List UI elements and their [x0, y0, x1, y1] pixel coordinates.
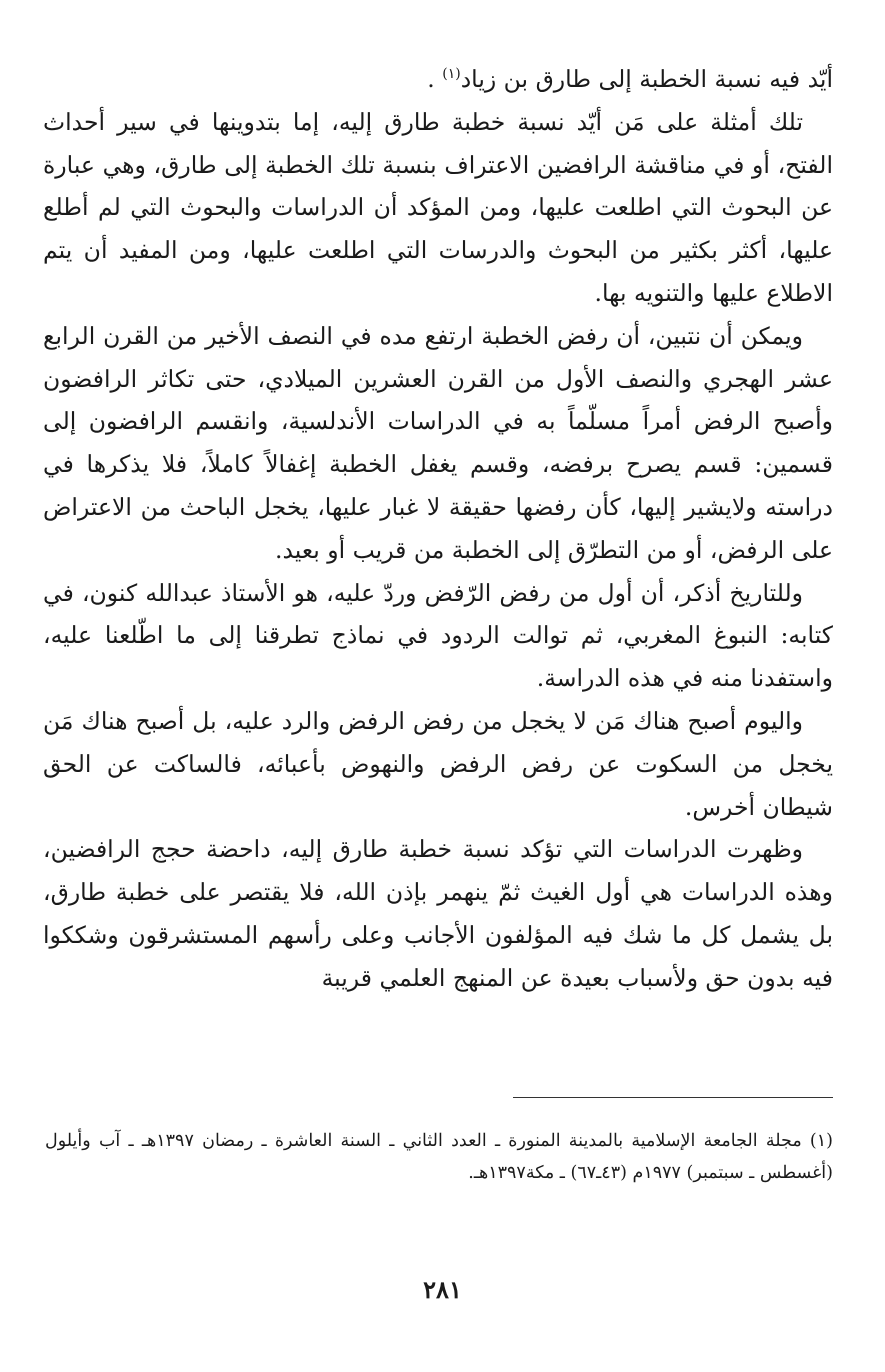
paragraph-1-suffix: .	[427, 65, 443, 93]
footnote-divider	[513, 1097, 833, 1098]
main-text	[43, 58, 833, 1000]
paragraph-4: وللتاريخ أذكر، أن أول من رفض الرّفض وردّ عليه، هو الأستاذ عبدالله كنون، في كتابه: النبوغ المغربي، ثم توالت الردود في نماذج تطرقنا إلى ما اطّلعنا عليه، واستفدنا منه في هذه الدراسة.	[43, 578, 833, 693]
paragraph-2: تلك أمثلة على مَن أيّد نسبة خطبة طارق إليه، إما بتدوينها في سير أحداث الفتح، أو في مناقشة الرافضين الاعتراف بنسبة تلك الخطبة إلى طارق، وهي عبارة عن البحوث التي اطلعت عليها، ومن المؤكد أن الدراسات والبحوث التي لم أطلع عليها، أكثر بكثير من البحوث والدرسات التي اطلعت عليها، ومن المفيد أن يتم الاطلاع عليها والتنويه بها.	[43, 107, 833, 307]
page-number: ٢٨١	[423, 1275, 462, 1304]
paragraph-3: ويمكن أن نتبين، أن رفض الخطبة ارتفع مده في النصف الأخير من القرن الرابع عشر الهجري والنصف الأول من القرن العشرين الميلادي، حتى تكاثر الرافضون وأصبح الرفض أمراً مسلّماً به في الدراسات الأندلسية، وانقسم الرافضون إلى قسمين: قسم يصرح برفضه، وقسم يغفل الخطبة إغفالاً كاملاً، فلا يذكرها في دراسته ولايشير إليها، كأن رفضها حقيقة لا غبار عليها، يخجل الباحث من الاعتراض على الرفض، أو من التطرّق إلى الخطبة من قريب أو بعيد.	[43, 321, 833, 564]
paragraph-6: وظهرت الدراسات التي تؤكد نسبة خطبة طارق إليه، داحضة حجج الرافضين، وهذه الدراسات هي أول الغيث ثمّ ينهمر بإذن الله، فلا يقتصر على خطبة طارق، بل يشمل كل ما شك فيه المؤلفون الأجانب وعلى رأسهم المستشرقون وشككوا فيه بدون حق ولأسباب بعيدة عن المنهج العلمي قريبة	[43, 835, 833, 992]
paragraph-1-text: أيّد فيه نسبة الخطبة إلى طارق بن زياد	[460, 65, 833, 93]
footnote	[45, 1125, 833, 1189]
paragraph-5: واليوم أصبح هناك مَن لا يخجل من رفض الرفض والرد عليه، بل أصبح هناك مَن يخجل من السكوت عن رفض الرفض والنهوض بأعبائه، فالساكت عن الحق شيطان أخرس.	[43, 706, 833, 821]
footnote-reference: (١)	[442, 66, 461, 83]
paragraph-1	[43, 58, 833, 101]
footnote-text: (١) مجلة الجامعة الإسلامية بالمدينة المنورة ـ العدد الثاني ـ السنة العاشرة ـ رمضان ١٣٩٧هـ ـ آب وأيلول (أغسطس ـ سبتمبر) ١٩٧٧م (٤٣ـ٦٧) ـ مكة١٣٩٧هـ.	[45, 1131, 833, 1183]
